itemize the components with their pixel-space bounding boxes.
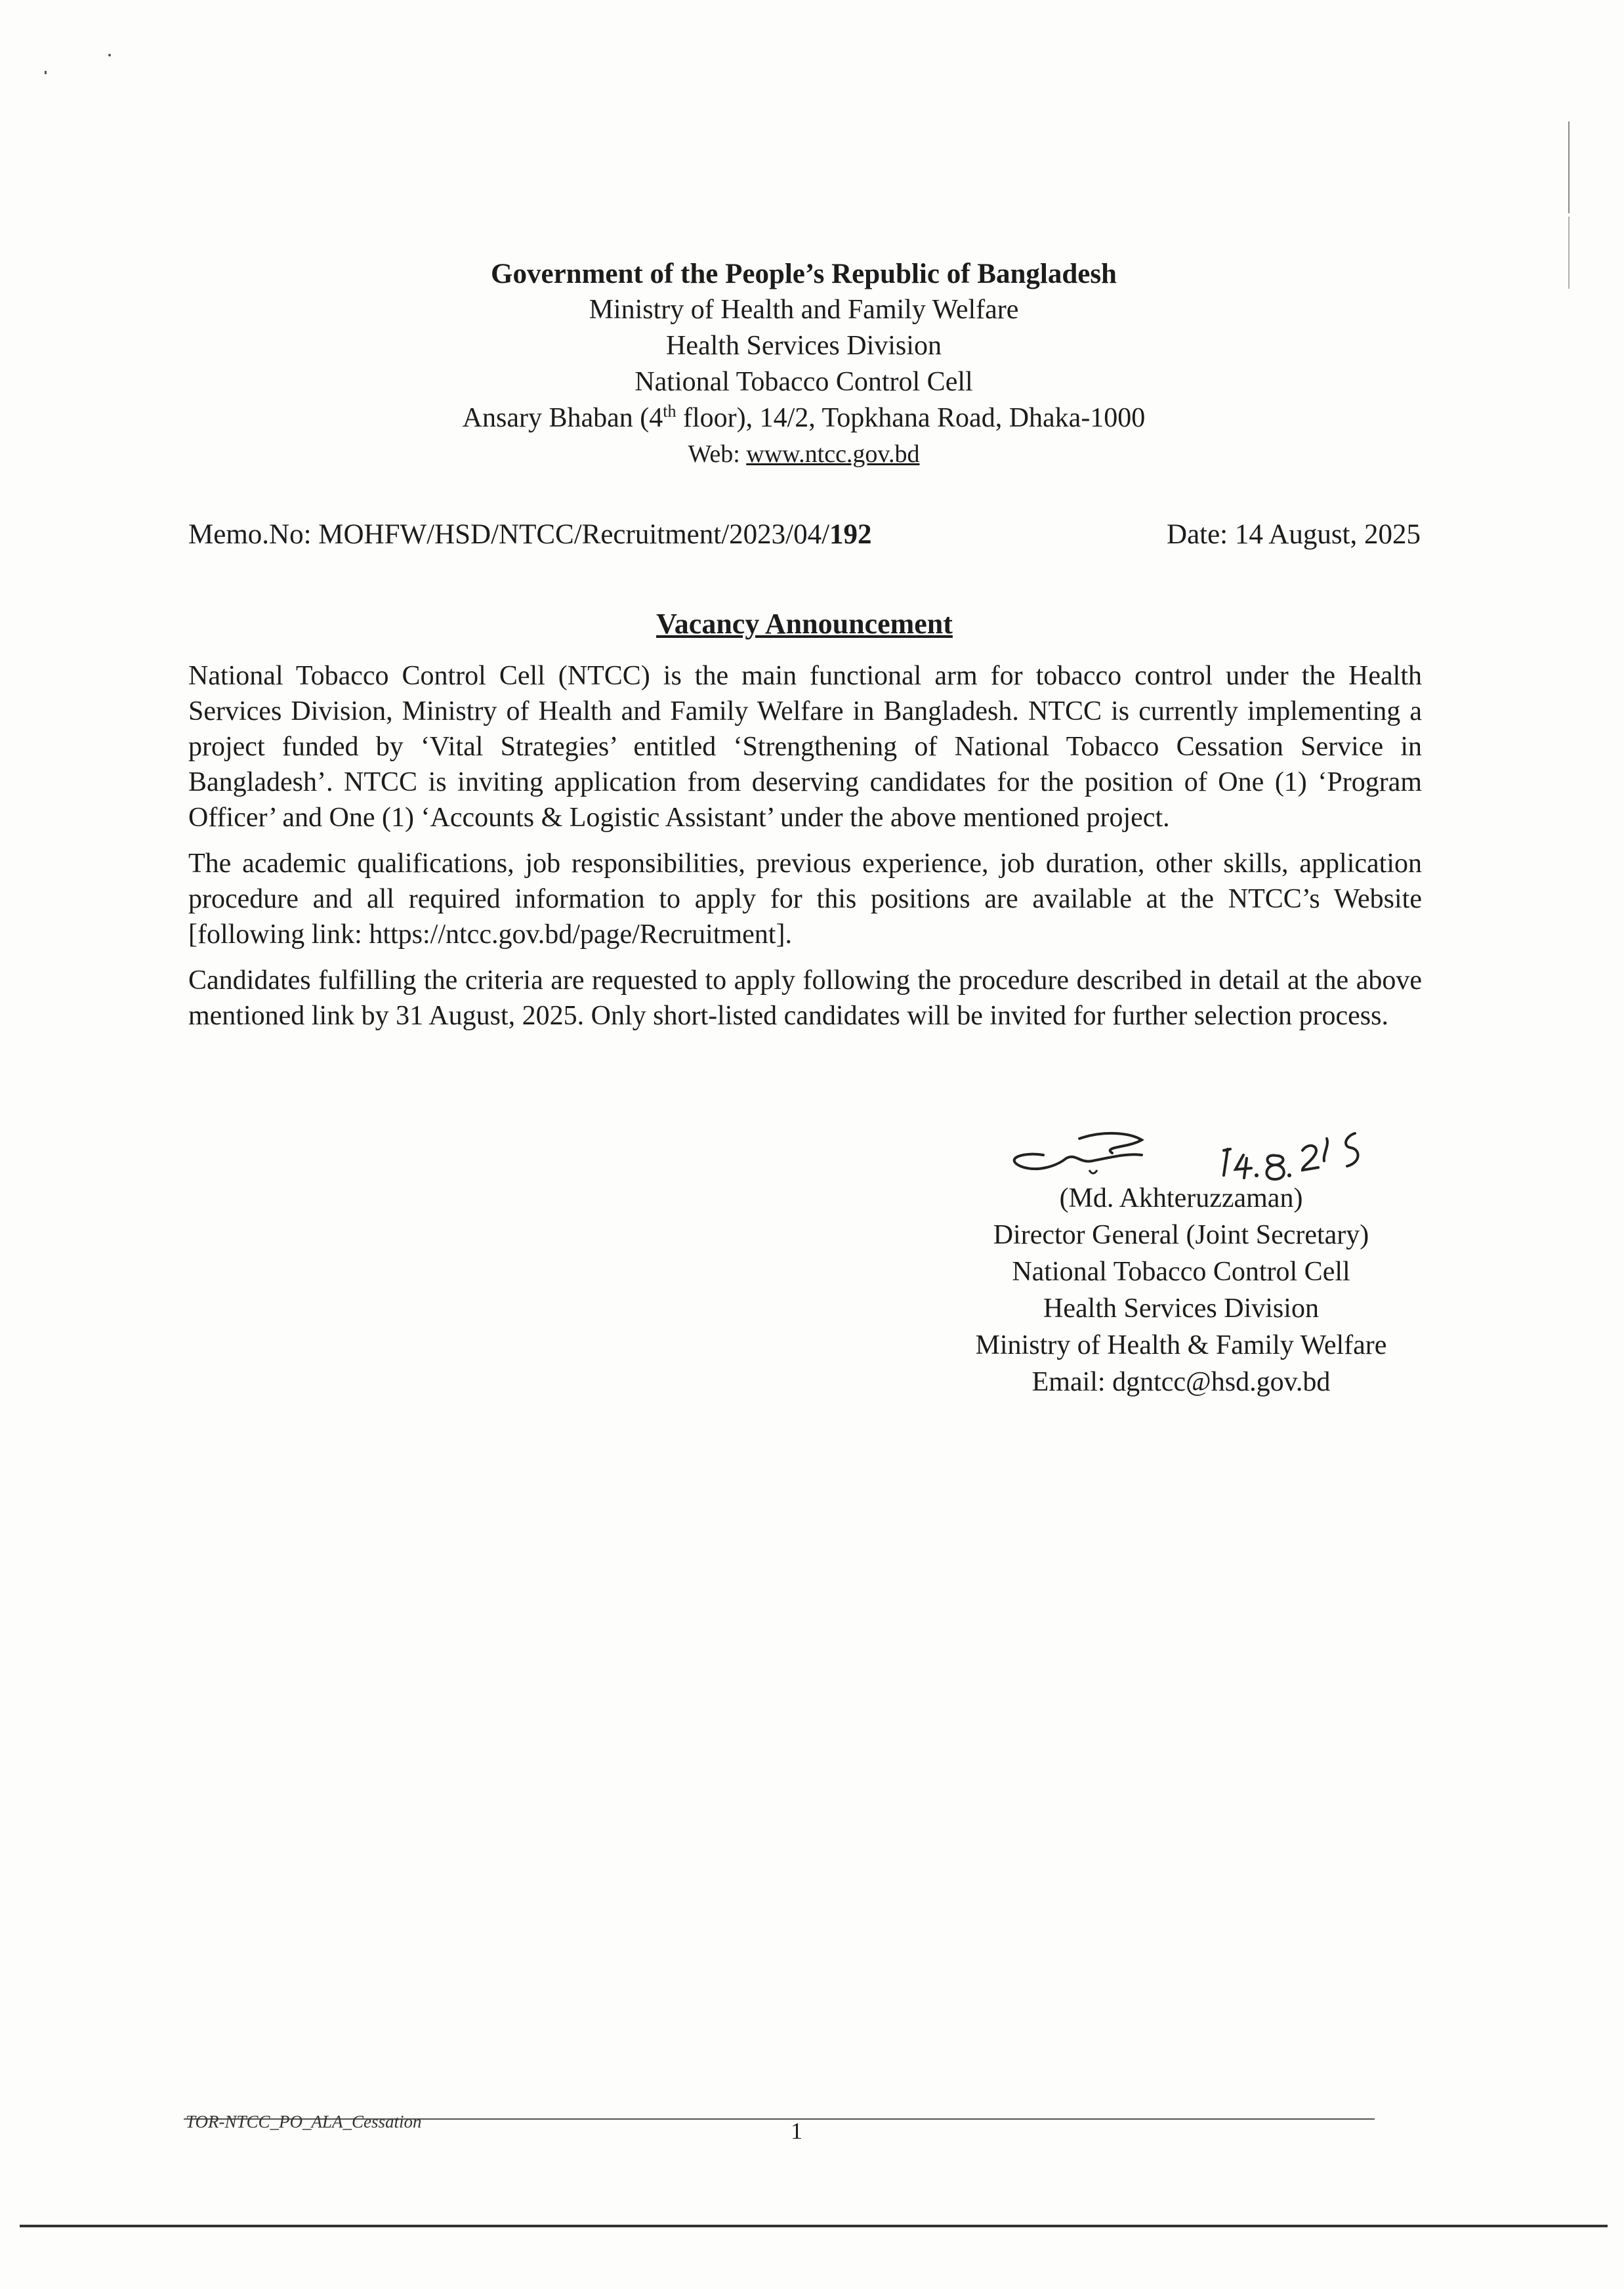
signatory-ministry: Ministry of Health & Family Welfare [975,1330,1387,1360]
scan-speck [45,71,47,74]
government-name: Government of the People’s Republic of Bangladesh [491,259,1117,289]
signatory-designation: Director General (Joint Secretary) [993,1220,1369,1250]
announcement-body [188,658,1422,1044]
document-title: Vacancy Announcement [656,608,953,640]
signatory-name: (Md. Akhteruzzaman) [1059,1183,1303,1213]
website-link[interactable]: www.ntcc.gov.bd [746,440,920,468]
scan-speck [108,54,111,56]
footer-reference: TOR-NTCC_PO_ALA_Cessation [186,2112,422,2132]
division-name: Health Services Division [666,331,942,361]
memo-number: Memo.No: MOHFW/HSD/NTCC/Recruitment/2023/04/192 [188,519,872,550]
paragraph: Candidates fulfilling the criteria are requested to apply following the procedure described in detail at the above mentioned link by 31 August, 2025. Only short-listed candidates will be invited for further selection process. [188,965,1422,1031]
handwritten-signature [945,1093,1430,1191]
paragraph: National Tobacco Control Cell (NTCC) is the main functional arm for tobacco control under the Health Services Division, Ministry of Health and Family Welfare in Bangladesh. NTCC is currently implementing a project funded by ‘Vital Strategies’ entitled ‘Strengthening of National Tobacco Cessation Service in Bangladesh’. NTCC is inviting application from deserving candidates for the position of One (1) ‘Program Officer’ and One (1) ‘Accounts & Logistic Assistant’ under the above mentioned project. [188,661,1422,833]
signatory-email: Email: dgntcc@hsd.gov.bd [1031,1367,1331,1397]
page-number: 1 [791,2118,802,2144]
signatory-office: National Tobacco Control Cell [1012,1257,1350,1287]
office-address: Ansary Bhaban (4th floor), 14/2, Topkhana Road, Dhaka-1000 [462,402,1146,433]
signatory-division: Health Services Division [1043,1293,1319,1324]
memo-date: Date: 14 August, 2025 [1167,519,1421,550]
scan-edge-line [1568,121,1570,213]
scan-bottom-edge [20,2225,1608,2227]
scan-edge-line [1568,217,1570,289]
signature-block [938,1180,1424,1400]
paragraph: The academic qualifications, job responsibilities, previous experience, job duration, other skills, application procedure and all required information to apply for this positions are available at the NTCC’s Website [following link: https://ntcc.gov.bd/page/Recruitment]. [188,849,1422,950]
ministry-name: Ministry of Health and Family Welfare [589,295,1019,325]
memo-row [188,518,1421,551]
website-line: Web: www.ntcc.gov.bd [688,440,920,468]
cell-name: National Tobacco Control Cell [635,367,973,397]
letterhead [190,256,1417,472]
